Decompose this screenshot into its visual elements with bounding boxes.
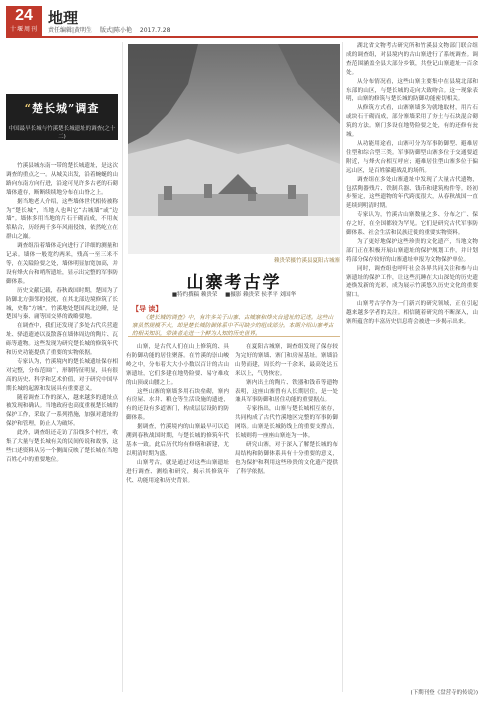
- layout-credit: 版式|陈小艳: [99, 27, 132, 34]
- left-column-text: [6, 162, 118, 697]
- right-column-text: [346, 42, 478, 682]
- issue-date: 2017.7.28: [139, 27, 171, 34]
- intro-label: 【导 读】: [132, 304, 163, 313]
- paragraph: 从修筑方式看，山寨寨墙多为就地取材，用片石或块石干砌而成，部分寨墙采用了夯土与石块混合砌筑的方法。寨门多设在地势险要之处，有的还修有瓮城。: [346, 105, 478, 139]
- paragraph: 竹溪县城东南一带的楚长城遗址，是这次调查的重点之一。从城关出发，沿着蜿蜒的山路向东南方向行进，沿途可见许多古老的石砌墙体遗存，断断续续地分布在山脊之上。: [6, 163, 118, 196]
- paragraph: 研究山寨，对于深入了解楚长城的布局结构和防御体系具有十分重要的意义，也为保护和利用这些珍贵的文化遗产提供了科学依据。: [235, 441, 338, 475]
- page-number-badge: [6, 6, 42, 36]
- paragraph: 调查组沿着墙体走向进行了详细的测量和记录。墙体一般宽约两米，残高一至三米不等，在关隘险要之处，墙体明显加宽加高，并设有烽火台和哨所遗址，显示出完整的军事防御体系。: [6, 243, 118, 285]
- paragraph: 同时，调查组也呼吁社会各界共同关注和参与山寨遗址的保护工作，让这些沉睡在大山深处的历史遗迹焕发新的光彩，成为展示竹溪悠久历史文化的重要窗口。: [346, 265, 478, 299]
- paragraph: 在调查中，我们还发现了多处古代兵营遗址、驿道遗迹以及散落在墙体周边的陶片、瓦砾等遗物。这些发现为研究楚长城的修筑年代和历史功能提供了重要的实物依据。: [6, 323, 118, 357]
- paragraph: 专家指出，山寨与楚长城相互依存，共同构成了古代竹溪地区完整的军事防御网络。山寨是长城防线上的重要支撑点，长城则将一座座山寨连为一体。: [235, 406, 338, 440]
- paragraph: 在夏阳古城寨，调查组发现了保存较为完好的寨墙、寨门和房屋基址。寨墙沿山势而建，周长约一千余米，最高处达五米以上，气势恢宏。: [235, 344, 338, 377]
- series-subtitle: 中国最早长城与竹溪楚长城遗址的调查(之十二): [8, 126, 116, 140]
- column-divider: [122, 42, 123, 692]
- series-title: “楚长城”调查: [24, 102, 100, 115]
- photo-illustration: [128, 44, 340, 254]
- middle-column-b-text: [235, 343, 338, 697]
- paragraph: 专家认为，竹溪境内的楚长城遗址保存相对完整，分布范围广，形制特征明显，具有很高的历史、科学和艺术价值，对于研究中国早期长城的起源和发展具有重要意义。: [6, 358, 118, 392]
- article-headline: 山寨考古学: [186, 273, 282, 293]
- paragraph: 历史文献记载，春秋战国时期，楚国为了防御北方强邻的侵扰，在其北部边境修筑了长城，史称“方城”。竹溪地处楚国西北边陲，是楚国与秦、庸等国交界的战略要地。: [6, 287, 118, 321]
- column-divider: [342, 42, 343, 692]
- paragraph: 寨内出土的陶片、铁器和钱币等遗物表明，这座山寨曾有人长期居住，是一处兼具军事防御和居住功能的重要据点。: [235, 379, 338, 404]
- middle-column-a-text: [126, 343, 229, 697]
- paragraph: 据当地老人介绍，这些墙体世代相传被称为“楚长城”，当地人也叫它“古城墙”或“边墙”。墙体多用当地的片石干砌而成，不用灰浆粘合，历经两千多年风雨侵蚀，依然屹立在群山之巅。: [6, 198, 118, 241]
- photo-caption: 赖贵荣摄竹溪县夏阳古城寨: [273, 258, 340, 264]
- paragraph: 山寨，是古代人们在山上修筑的、具有防御功能的居住聚落。在竹溪的崇山峻岭之中，分布着大大小小数以百计的古山寨遗址，它们多建在地势险要、易守难攻的山顶或山腰之上。: [126, 344, 229, 386]
- intro-divider: [128, 336, 340, 337]
- paragraph: 山寨考古学作为一门新兴的研究领域，正在引起越来越多学者的关注。相信随着研究的不断深入，山寨所蕴含的丰富历史信息将会被进一步揭示出来。: [346, 301, 478, 326]
- paragraph: 山寨考古，就是通过对这些山寨遗址进行调查、测绘和研究，揭示其修筑年代、功能用途和历史背景。: [126, 459, 229, 484]
- editor-line: [48, 25, 176, 34]
- paragraph: 从分布情况看，这些山寨主要集中在县境北部和东部的山区，与楚长城的走向大致吻合。这一现象表明，山寨的修筑与楚长城的防御功能密切相关。: [346, 78, 478, 103]
- byline-writer: ■特约撰稿 赖贵荣: [171, 292, 218, 298]
- section-title: 地理: [48, 9, 79, 27]
- paragraph: 调查组在多处山寨遗址中发现了大量古代遗物，包括陶器残片、铁制兵器、钱币和建筑构件等。经初步鉴定，这些遗物的年代跨度很大，从春秋战国一直延续到明清时期。: [346, 176, 478, 210]
- byline-photographer: ■摄影 赖贵荣 侯孝平 刘国华: [225, 292, 297, 298]
- paragraph: 据调查，竹溪境内的山寨最早可以追溯到春秋战国时期，与楚长城的修筑年代基本一致。此后历代均有修缮和新建，尤以明清时期为盛。: [126, 424, 229, 457]
- paragraph: 这些山寨的寨墙多用石块垒砌，寨内有房屋、水井、粮仓等生活设施的遗迹，有的还设有多道寨门，构成层层设防的防御体系。: [126, 388, 229, 422]
- series-banner: [6, 94, 118, 140]
- article-bylines: [128, 290, 340, 298]
- paragraph: 为了更好地保护这些珍贵的文化遗产，当地文物部门正在积极开展山寨遗址的保护规划工作，并计划将部分保存较好的山寨遗址申报为文物保护单位。: [346, 238, 478, 263]
- paragraph: 随着调查工作的深入，越来越多的遗址点被发现和确认。当地政府也高度重视楚长城的保护工作，采取了一系列措施，加强对遗址的保护和管理，防止人为破坏。: [6, 394, 118, 428]
- mountain-fortress-photo: [128, 44, 340, 254]
- intro-text: 《楚长城的调查》中，有许多关于山寨、古城寨和烽火台遗址的记述。这些山寨虽然规模不大，却是楚长城防御体系中不可缺少的组成部分。本期介绍山寨考古的相关知识，带读者走进一个鲜为人知的历史世界。: [132, 315, 334, 337]
- editor-credit: 责任编辑|黄明生: [48, 27, 93, 34]
- paragraph: 此外，调查组还走访了沿线多个村庄，收集了大量与楚长城有关的民间传说和故事，这些口述资料从另一个侧面反映了楚长城在当地百姓心中的重要地位。: [6, 430, 118, 463]
- page-number: 24: [15, 7, 33, 24]
- paragraph: 从功能用途看，山寨可分为军事防御型、避难居住型和综合型三类。军事防御型山寨多位于交通要道附近，与烽火台相互呼应；避难居住型山寨多位于偏远山区，是百姓躲避战乱的场所。: [346, 140, 478, 174]
- paragraph: 专家认为，竹溪古山寨数量之多、分布之广、保存之好，在全国都较为罕见。它们是研究古代军事防御体系、社会生活和民族迁徙的重要实物资料。: [346, 212, 478, 237]
- next-issue-note: (下期刊登《盘营寺的传说》): [410, 690, 478, 696]
- paragraph: 湖北省文物考古研究所和竹溪县文物部门联合组成的调查组，对县境内的古山寨进行了系统调查。调查范围涵盖全县大部分乡镇，共登记山寨遗址一百余处。: [346, 43, 478, 76]
- paper-name: 十堰周刊: [9, 26, 38, 33]
- page-header: [6, 6, 478, 38]
